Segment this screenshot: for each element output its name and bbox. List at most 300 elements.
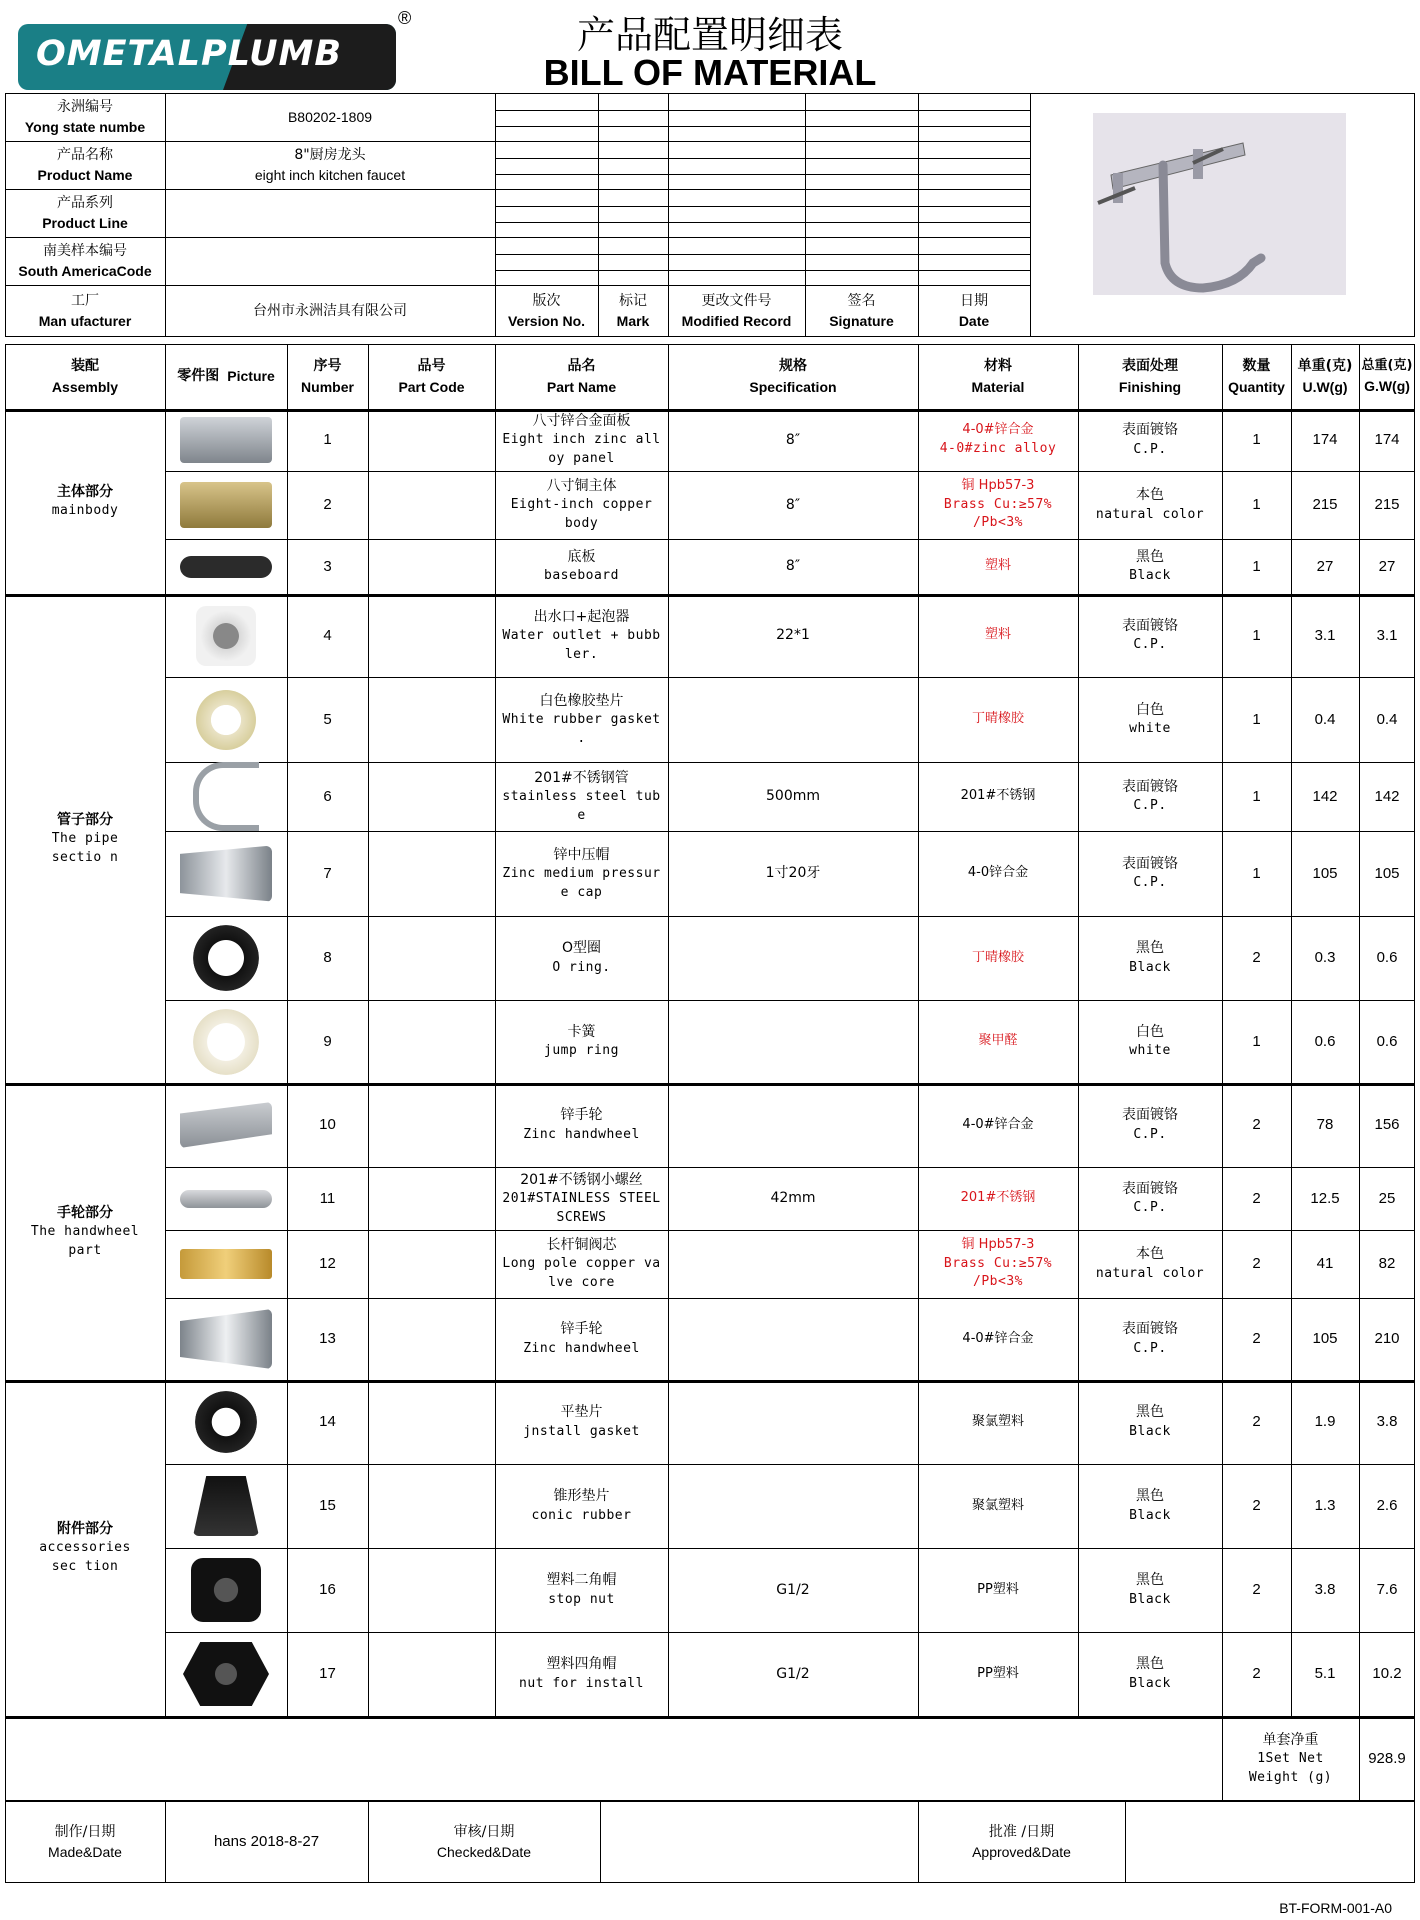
- part-name-cn: 201#不锈钢小螺丝: [520, 1171, 643, 1188]
- col-header-specification: 规格 Specification: [749, 358, 837, 395]
- gross-weight-cell: [1359, 471, 1415, 539]
- unit-weight: 105: [1312, 864, 1338, 882]
- finishing-en: natural color: [1095, 1265, 1205, 1281]
- finishing-cn: 本色: [1136, 487, 1164, 504]
- part-name-cn: 八寸锌合金面板: [532, 413, 631, 429]
- row-number-cell: [287, 1632, 368, 1716]
- quantity-cell: [1222, 471, 1291, 539]
- gross-weight-cell: [1359, 1083, 1415, 1167]
- gross-weight-cell: [1359, 677, 1415, 762]
- part-name-en: Long pole copper va lve core: [502, 1256, 661, 1291]
- assembly-accessories-section: 附件部分 accessories sec tion: [39, 1521, 131, 1575]
- col-header-assembly: 装配 Assembly: [51, 358, 119, 395]
- gross-weight: 27: [1378, 557, 1396, 575]
- part-picture-cell: [165, 1464, 287, 1548]
- quantity: 2: [1252, 1189, 1261, 1207]
- specification-cell: [668, 1380, 918, 1464]
- gross-weight-cell: [1359, 1464, 1415, 1548]
- finishing-cn: 表面镀铬: [1122, 855, 1178, 872]
- finishing-cell: [1078, 762, 1222, 831]
- aerator-photo: [196, 606, 256, 666]
- part-picture-cell: [165, 831, 287, 916]
- part-name-cell: [495, 916, 668, 1000]
- row-number-cell: [287, 1083, 368, 1167]
- part-name-en: O ring.: [552, 959, 611, 975]
- logo-text: OMETALPLUMB: [36, 34, 343, 74]
- approved-date-label: 批准 /日期 Approved&Date: [972, 1823, 1071, 1860]
- finishing-cell: [1078, 409, 1222, 471]
- finishing-en: white: [1129, 1043, 1171, 1059]
- product-photo: [1093, 113, 1346, 295]
- row-number-cell: [287, 1464, 368, 1548]
- material-line-1: 丁晴橡胶: [971, 949, 1024, 965]
- row-number: 2: [323, 496, 332, 514]
- finishing-en: C.P.: [1133, 798, 1167, 814]
- part-name-en: baseboard: [544, 568, 619, 584]
- specification-cell: [668, 1167, 918, 1230]
- gross-weight-cell: [1359, 1380, 1415, 1464]
- gross-weight: 82: [1378, 1255, 1396, 1273]
- finishing-cell: [1078, 539, 1222, 594]
- material-line-1: 聚甲醛: [978, 1033, 1018, 1049]
- col-header-picture: 零件图 Picture: [177, 368, 275, 385]
- version-no-header: 版次 Version No.: [507, 292, 586, 329]
- gross-weight-cell: [1359, 1298, 1415, 1380]
- row-number-cell: [287, 1548, 368, 1632]
- part-name-en: nut for install: [519, 1675, 644, 1691]
- field-value-manufacturer: 台州市永洲洁具有限公司: [253, 302, 407, 319]
- quantity-cell: [1222, 677, 1291, 762]
- made-date-label: 制作/日期 Made&Date: [48, 1823, 122, 1860]
- col-header-part-code: 品号 Part Code: [398, 358, 465, 395]
- part-name-cell: [495, 1298, 668, 1380]
- row-number: 15: [319, 1497, 336, 1515]
- field-label-yongzhou-code: 永洲编号 Yong state numbe: [24, 98, 146, 135]
- part-picture-cell: [165, 1083, 287, 1167]
- specification-cell: [668, 471, 918, 539]
- finishing-cell: [1078, 1298, 1222, 1380]
- unit-weight: 142: [1312, 787, 1338, 805]
- registered-mark: ®: [398, 8, 412, 28]
- part-name-en: Water outlet + bubb ler.: [502, 627, 661, 662]
- material-line-3: /Pb<3%: [973, 515, 1023, 531]
- material-cell: [918, 471, 1078, 539]
- rubber-gasket-photo: [196, 690, 256, 750]
- part-name-en: Zinc handwheel: [523, 1126, 640, 1142]
- row-number: 5: [323, 710, 332, 728]
- part-name-cn: 塑料四角帽: [546, 1656, 617, 1673]
- quantity: 1: [1252, 496, 1261, 514]
- row-number: 7: [323, 864, 332, 882]
- col-header-quantity: 数量 Quantity: [1228, 358, 1285, 395]
- specification-cell: [668, 1464, 918, 1548]
- material-line-2: 4-0#zinc alloy: [939, 441, 1057, 456]
- finishing-cell: [1078, 1380, 1222, 1464]
- row-number-cell: [287, 471, 368, 539]
- steel-tube-photo: [193, 762, 259, 831]
- finishing-cn: 黑色: [1136, 1488, 1164, 1505]
- gross-weight: 215: [1374, 496, 1400, 514]
- baseboard-photo: [180, 556, 272, 578]
- quantity-cell: [1222, 762, 1291, 831]
- specification: 8″: [785, 496, 801, 513]
- part-name-cell: [495, 677, 668, 762]
- specification-cell: [668, 1632, 918, 1716]
- row-number: 14: [319, 1413, 336, 1431]
- specification-cell: [668, 831, 918, 916]
- row-number: 17: [319, 1665, 336, 1683]
- quantity: 2: [1252, 1255, 1261, 1273]
- specification-cell: [668, 1000, 918, 1083]
- part-name-cell: [495, 539, 668, 594]
- gross-weight: 0.4: [1376, 710, 1398, 728]
- specification-cell: [668, 762, 918, 831]
- row-number: 12: [319, 1255, 336, 1273]
- finishing-cell: [1078, 831, 1222, 916]
- unit-weight: 0.6: [1314, 1032, 1336, 1050]
- finishing-en: C.P.: [1133, 1340, 1167, 1356]
- unit-weight: 0.4: [1314, 710, 1336, 728]
- gross-weight: 2.6: [1376, 1497, 1398, 1515]
- row-number: 9: [323, 1032, 332, 1050]
- gross-weight: 0.6: [1376, 949, 1398, 967]
- finishing-cell: [1078, 1167, 1222, 1230]
- row-number-cell: [287, 1298, 368, 1380]
- unit-weight: 3.1: [1314, 626, 1336, 644]
- quantity: 2: [1252, 1497, 1261, 1515]
- part-name-cell: [495, 409, 668, 471]
- finishing-en: Black: [1129, 959, 1171, 975]
- part-name-cell: [495, 762, 668, 831]
- gross-weight: 210: [1374, 1330, 1400, 1348]
- unit-weight: 105: [1312, 1330, 1338, 1348]
- net-weight-label: 单套净重 1Set Net Weight (g): [1248, 1731, 1333, 1785]
- material-cell: [918, 831, 1078, 916]
- part-picture-cell: [165, 916, 287, 1000]
- quantity: 1: [1252, 626, 1261, 644]
- unit-weight-cell: [1291, 594, 1359, 677]
- finishing-cn: 黑色: [1136, 1572, 1164, 1589]
- material-cell: [918, 762, 1078, 831]
- specification: G1/2: [776, 1581, 810, 1598]
- gross-weight: 10.2: [1372, 1665, 1402, 1683]
- finishing-cn: 表面镀铬: [1122, 617, 1178, 634]
- unit-weight: 1.9: [1314, 1413, 1336, 1431]
- col-header-gross-weight: 总重(克) G.W(g): [1361, 357, 1413, 394]
- gross-weight-cell: [1359, 594, 1415, 677]
- unit-weight: 5.1: [1314, 1665, 1336, 1683]
- material-line-1: 塑料: [984, 627, 1011, 643]
- gross-weight: 105: [1374, 864, 1400, 882]
- net-weight-value: 928.9: [1368, 1749, 1406, 1767]
- handwheel-photo: [180, 1102, 272, 1148]
- finishing-en: natural color: [1095, 506, 1205, 522]
- material-line-1: 聚氯塑料: [971, 1413, 1024, 1429]
- unit-weight: 0.3: [1314, 949, 1336, 967]
- modified-record-header: 更改文件号 Modified Record: [681, 292, 792, 329]
- part-name-en: Zinc handwheel: [523, 1340, 640, 1356]
- field-label-manufacturer: 工厂 Man ufacturer: [38, 292, 132, 329]
- gross-weight-cell: [1359, 831, 1415, 916]
- row-number-cell: [287, 1380, 368, 1464]
- part-picture-cell: [165, 1380, 287, 1464]
- row-number: 11: [319, 1189, 336, 1207]
- unit-weight-cell: [1291, 1380, 1359, 1464]
- row-number: 6: [323, 787, 332, 805]
- finishing-cell: [1078, 1632, 1222, 1716]
- material-cell: [918, 1548, 1078, 1632]
- gross-weight-cell: [1359, 1230, 1415, 1298]
- part-name-cell: [495, 1380, 668, 1464]
- unit-weight-cell: [1291, 677, 1359, 762]
- finishing-cn: 白色: [1136, 701, 1164, 718]
- material-cell: [918, 1632, 1078, 1716]
- unit-weight: 12.5: [1310, 1189, 1340, 1207]
- material-cell: [918, 594, 1078, 677]
- finishing-cn: 黑色: [1136, 548, 1164, 565]
- specification: 500mm: [766, 788, 820, 805]
- quantity-cell: [1222, 1167, 1291, 1230]
- gross-weight-cell: [1359, 539, 1415, 594]
- gross-weight-cell: [1359, 762, 1415, 831]
- finishing-en: C.P.: [1133, 1200, 1167, 1216]
- part-name-en: stop nut: [548, 1591, 615, 1607]
- material-line-1: 丁晴橡胶: [971, 711, 1024, 727]
- part-name-en: jump ring: [544, 1043, 619, 1059]
- unit-weight-cell: [1291, 1632, 1359, 1716]
- unit-weight-cell: [1291, 539, 1359, 594]
- company-logo: [18, 24, 396, 90]
- field-label-south-america-code: 南美样本编号 South AmericaCode: [18, 242, 152, 279]
- row-number-cell: [287, 762, 368, 831]
- quantity: 1: [1252, 557, 1261, 575]
- field-value-yongzhou-code: B80202-1809: [287, 108, 373, 125]
- finishing-cell: [1078, 1083, 1222, 1167]
- part-name-cell: [495, 471, 668, 539]
- stop-nut-photo: [191, 1558, 261, 1622]
- material-line-1: 4-0锌合金: [967, 865, 1029, 881]
- gross-weight: 156: [1374, 1116, 1400, 1134]
- part-picture-cell: [165, 1298, 287, 1380]
- specification-cell: [668, 1298, 918, 1380]
- unit-weight: 27: [1316, 557, 1334, 575]
- specification: 8″: [785, 431, 801, 448]
- finishing-en: Black: [1129, 1675, 1171, 1691]
- row-number: 3: [323, 557, 332, 575]
- gross-weight-cell: [1359, 409, 1415, 471]
- part-name-cn: 锌手轮: [560, 1321, 603, 1338]
- unit-weight-cell: [1291, 1000, 1359, 1083]
- quantity: 2: [1252, 1581, 1261, 1599]
- material-cell: [918, 539, 1078, 594]
- material-line-1: 201#不锈钢: [960, 788, 1036, 804]
- finishing-cn: 黑色: [1136, 1404, 1164, 1421]
- finishing-cell: [1078, 916, 1222, 1000]
- gross-weight: 0.6: [1376, 1032, 1398, 1050]
- finishing-cell: [1078, 594, 1222, 677]
- conic-rubber-photo: [193, 1476, 259, 1536]
- col-header-material: 材料 Material: [971, 358, 1025, 395]
- quantity: 1: [1252, 431, 1261, 449]
- specification-cell: [668, 409, 918, 471]
- gross-weight-cell: [1359, 1548, 1415, 1632]
- quantity-cell: [1222, 831, 1291, 916]
- part-name-en: Eight-inch copper body: [510, 497, 653, 532]
- part-name-cell: [495, 1083, 668, 1167]
- part-name-en: 201#STAINLESS STEEL SCREWS: [502, 1190, 661, 1225]
- row-number: 8: [323, 949, 332, 967]
- finishing-cell: [1078, 677, 1222, 762]
- part-name-en: Zinc medium pressur e cap: [502, 865, 661, 900]
- col-header-number: 序号 Number: [301, 358, 354, 395]
- part-name-cell: [495, 1632, 668, 1716]
- quantity: 2: [1252, 1330, 1261, 1348]
- part-picture-cell: [165, 1167, 287, 1230]
- unit-weight-cell: [1291, 471, 1359, 539]
- part-name-cn: 卡簧: [567, 1023, 596, 1040]
- specification: 1寸20牙: [765, 865, 821, 882]
- part-name-en: stainless steel tub e: [502, 788, 661, 823]
- row-number-cell: [287, 916, 368, 1000]
- finishing-cell: [1078, 1548, 1222, 1632]
- specification: 42mm: [770, 1190, 816, 1207]
- checked-date-label: 审核/日期 Checked&Date: [436, 1823, 532, 1860]
- part-picture-cell: [165, 1000, 287, 1083]
- row-number-cell: [287, 539, 368, 594]
- material-line-1: 铜 Hpb57-3: [961, 1236, 1035, 1252]
- finishing-cell: [1078, 471, 1222, 539]
- gross-weight-cell: [1359, 1000, 1415, 1083]
- unit-weight-cell: [1291, 831, 1359, 916]
- finishing-en: Black: [1129, 1591, 1171, 1607]
- row-number-cell: [287, 1230, 368, 1298]
- specification-cell: [668, 1083, 918, 1167]
- unit-weight: 41: [1316, 1255, 1334, 1273]
- part-name-cn: 201#不锈钢管: [534, 769, 629, 786]
- unit-weight-cell: [1291, 762, 1359, 831]
- row-number-cell: [287, 677, 368, 762]
- quantity: 1: [1252, 710, 1261, 728]
- material-line-1: PP塑料: [977, 1581, 1019, 1597]
- quantity-cell: [1222, 1298, 1291, 1380]
- quantity: 2: [1252, 1413, 1261, 1431]
- material-cell: [918, 1000, 1078, 1083]
- finishing-cn: 表面镀铬: [1122, 1107, 1178, 1124]
- unit-weight: 78: [1316, 1116, 1334, 1134]
- unit-weight-cell: [1291, 1464, 1359, 1548]
- pressure-cap-photo: [180, 846, 272, 902]
- row-number: 10: [319, 1116, 336, 1134]
- quantity: 1: [1252, 787, 1261, 805]
- quantity: 1: [1252, 864, 1261, 882]
- part-name-cn: 锌手轮: [560, 1107, 603, 1124]
- quantity-cell: [1222, 1632, 1291, 1716]
- part-name-cn: 锌中压帽: [553, 846, 610, 863]
- quantity-cell: [1222, 1380, 1291, 1464]
- assembly-handwheel-part: 手轮部分 The handwheel part: [30, 1204, 140, 1258]
- row-number: 1: [323, 431, 332, 449]
- finishing-cn: 表面镀铬: [1122, 778, 1178, 795]
- part-picture-cell: [165, 677, 287, 762]
- finishing-en: C.P.: [1133, 637, 1167, 653]
- part-picture-cell: [165, 539, 287, 594]
- finishing-cn: 黑色: [1136, 1656, 1164, 1673]
- finishing-en: C.P.: [1133, 441, 1167, 457]
- unit-weight-cell: [1291, 1167, 1359, 1230]
- part-name-en: jnstall gasket: [523, 1423, 640, 1439]
- part-name-cell: [495, 1000, 668, 1083]
- gross-weight: 3.8: [1376, 1413, 1398, 1431]
- flat-gasket-photo: [195, 1391, 257, 1453]
- finishing-en: Black: [1129, 1507, 1171, 1523]
- specification-cell: [668, 916, 918, 1000]
- row-number-cell: [287, 594, 368, 677]
- part-name-en: Eight inch zinc all oy panel: [502, 432, 661, 467]
- row-number: 13: [319, 1330, 336, 1348]
- row-number-cell: [287, 1167, 368, 1230]
- field-label-product-name: 产品名称 Product Name: [37, 146, 133, 183]
- part-picture-cell: [165, 1230, 287, 1298]
- specification: G1/2: [776, 1665, 810, 1682]
- quantity-cell: [1222, 1230, 1291, 1298]
- specification-cell: [668, 594, 918, 677]
- install-nut-photo: [183, 1642, 269, 1706]
- part-name-cell: [495, 1167, 668, 1230]
- title-en: BILL OF MATERIAL: [543, 52, 877, 93]
- part-name-cn: 白色橡胶垫片: [539, 692, 624, 709]
- part-name-cn: 锥形垫片: [553, 1488, 610, 1505]
- col-header-finishing: 表面处理 Finishing: [1118, 358, 1182, 395]
- gross-weight-cell: [1359, 1632, 1415, 1716]
- material-cell: [918, 1083, 1078, 1167]
- finishing-cn: 白色: [1136, 1023, 1164, 1040]
- quantity-cell: [1222, 916, 1291, 1000]
- unit-weight-cell: [1291, 1230, 1359, 1298]
- part-picture-cell: [165, 471, 287, 539]
- quantity: 1: [1252, 1032, 1261, 1050]
- part-picture-cell: [165, 594, 287, 677]
- finishing-en: white: [1129, 721, 1171, 737]
- handwheel-photo: [180, 1309, 272, 1369]
- row-number: 16: [319, 1581, 336, 1599]
- o-ring-photo: [193, 925, 259, 991]
- col-header-part-name: 品名 Part Name: [546, 358, 617, 395]
- material-line-1: 201#不锈钢: [960, 1190, 1036, 1206]
- part-name-cell: [495, 1230, 668, 1298]
- quantity-cell: [1222, 1548, 1291, 1632]
- finishing-cn: 表面镀铬: [1122, 1321, 1178, 1338]
- material-cell: [918, 1464, 1078, 1548]
- unit-weight-cell: [1291, 1083, 1359, 1167]
- finishing-en: Black: [1129, 568, 1171, 584]
- unit-weight-cell: [1291, 1548, 1359, 1632]
- quantity: 2: [1252, 1665, 1261, 1683]
- part-name-cn: 出水口+起泡器: [533, 608, 630, 625]
- part-picture-cell: [165, 1632, 287, 1716]
- quantity-cell: [1222, 1083, 1291, 1167]
- jump-ring-photo: [193, 1009, 259, 1075]
- finishing-cn: 表面镀铬: [1122, 422, 1178, 439]
- material-cell: [918, 916, 1078, 1000]
- finishing-cn: 表面镀铬: [1122, 1180, 1178, 1197]
- unit-weight: 1.3: [1314, 1497, 1336, 1515]
- unit-weight: 174: [1312, 431, 1338, 449]
- date-header: 日期 Date: [958, 292, 990, 329]
- valve-core-photo: [180, 1249, 272, 1279]
- finishing-cell: [1078, 1000, 1222, 1083]
- unit-weight-cell: [1291, 409, 1359, 471]
- col-header-unit-weight: 单重(克) U.W(g): [1297, 358, 1353, 395]
